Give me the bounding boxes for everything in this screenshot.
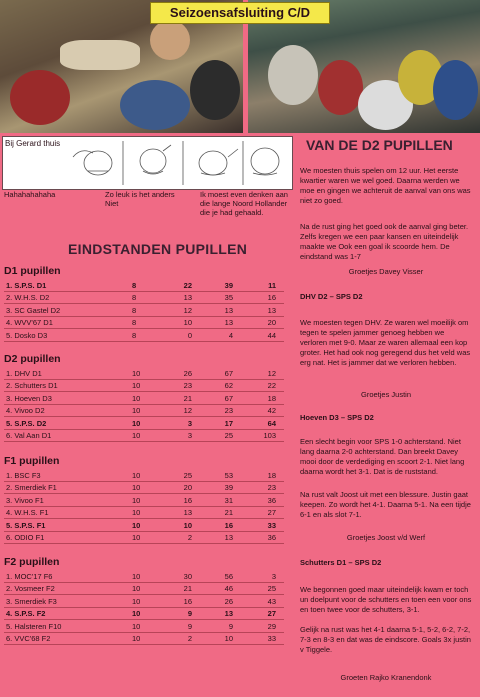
table-row bbox=[4, 633, 286, 644]
team-name: 3. SC Gastel D2 bbox=[6, 305, 61, 315]
stat-cell: 10 bbox=[183, 318, 192, 328]
stat-cell: 10 bbox=[132, 406, 141, 416]
stat-cell: 18 bbox=[267, 471, 276, 480]
stat-cell: 42 bbox=[267, 406, 276, 416]
stat-cell: 21 bbox=[183, 393, 192, 403]
stat-cell: 16 bbox=[183, 596, 192, 606]
group-title: D2 pupillen bbox=[4, 353, 61, 365]
team-name: 1. S.P.S. D1 bbox=[6, 281, 47, 290]
team-name: 3. Hoeven D3 bbox=[6, 393, 52, 403]
stat-cell: 10 bbox=[132, 381, 141, 391]
stat-cell: 23 bbox=[183, 381, 192, 391]
table-row bbox=[4, 608, 286, 619]
stat-cell: 21 bbox=[183, 584, 192, 594]
stat-cell: 16 bbox=[183, 495, 192, 505]
stat-cell: 3 bbox=[271, 572, 276, 581]
stat-cell: 10 bbox=[132, 495, 141, 505]
article-signature: Groetjes Justin bbox=[360, 390, 412, 399]
team-name: 1. MOC'17 F6 bbox=[6, 572, 53, 581]
team-name: 1. BSC F3 bbox=[6, 471, 41, 480]
table-row bbox=[4, 470, 286, 481]
stat-cell: 23 bbox=[224, 406, 233, 416]
table-row bbox=[4, 305, 286, 316]
table-row bbox=[4, 583, 286, 594]
team-name: 2. Schutters D1 bbox=[6, 381, 58, 391]
article-title: VAN DE D2 PUPILLEN bbox=[306, 137, 453, 153]
stat-cell: 27 bbox=[267, 609, 276, 619]
table-row bbox=[4, 596, 286, 607]
table-row bbox=[4, 532, 286, 543]
stat-cell: 0 bbox=[187, 330, 192, 340]
article-paragraph: We moesten thuis spelen om 12 uur. Het eerste kwartier waren we wel goed. Daarna werden we moe en gingen we achteruit de aanval van ons was niet zo goed. bbox=[300, 166, 471, 205]
table-row bbox=[4, 380, 286, 391]
stat-cell: 8 bbox=[132, 305, 137, 315]
stat-cell: 8 bbox=[132, 318, 137, 328]
stat-cell: 13 bbox=[183, 508, 192, 518]
strip-caption: Ik moest even denken aan die lange Noord Hollander die je had gehaald. bbox=[200, 190, 288, 217]
stat-cell: 2 bbox=[187, 634, 192, 643]
stat-cell: 10 bbox=[132, 471, 141, 480]
stat-cell: 25 bbox=[183, 471, 192, 480]
stat-cell: 26 bbox=[183, 369, 192, 378]
stat-cell: 9 bbox=[187, 621, 192, 631]
article-paragraph: Een slecht begin voor SPS 1-0 achterstand. Niet lang daarna 2-0 achterstand. Dan breekt Davey mooi door de verdediging en scoort 2-1. Niet lang daarna wordt het 3-1. Dat is de ruststand. bbox=[300, 437, 465, 476]
stat-cell: 16 bbox=[224, 520, 233, 530]
group-title: F1 pupillen bbox=[4, 455, 60, 467]
team-name: 2. Vosmeer F2 bbox=[6, 584, 55, 594]
stat-cell: 43 bbox=[267, 596, 276, 606]
banner-title: Seizoensafsluiting C/D bbox=[150, 2, 330, 24]
stat-cell: 17 bbox=[224, 418, 233, 428]
group-title: F2 pupillen bbox=[4, 556, 60, 568]
stat-cell: 10 bbox=[132, 431, 141, 440]
stat-cell: 56 bbox=[224, 572, 233, 581]
stat-cell: 26 bbox=[224, 596, 233, 606]
stat-cell: 44 bbox=[267, 330, 276, 340]
stat-cell: 21 bbox=[224, 508, 233, 518]
stat-cell: 53 bbox=[224, 471, 233, 480]
team-name: 4. Vivoo D2 bbox=[6, 406, 45, 416]
stat-cell: 29 bbox=[267, 621, 276, 631]
team-name: 2. W.H.S. D2 bbox=[6, 293, 50, 303]
stat-cell: 9 bbox=[187, 609, 192, 619]
stat-cell: 46 bbox=[224, 584, 233, 594]
stat-cell: 13 bbox=[224, 533, 233, 542]
article-signature: Groeten Rajko Kranendonk bbox=[340, 673, 432, 682]
stat-cell: 10 bbox=[183, 520, 192, 530]
stat-cell: 10 bbox=[224, 634, 233, 643]
article-subheading: DHV D2 – SPS D2 bbox=[300, 292, 363, 301]
table-row bbox=[4, 430, 286, 441]
team-name: 4. S.P.S. F2 bbox=[6, 609, 46, 619]
row-divider bbox=[4, 441, 284, 442]
table-row bbox=[4, 418, 286, 429]
stat-cell: 11 bbox=[268, 281, 276, 290]
stat-cell: 20 bbox=[267, 318, 276, 328]
article-paragraph: Na rust valt Joost uit met een blessure. Justin gaat keepen. Zo wordt het 4-1. Daarna 5-1. Na een tijdje 6-1 en als slot 7-1. bbox=[300, 490, 471, 519]
strip-caption: Hahahahahaha bbox=[4, 190, 56, 199]
team-name: 5. S.P.S. D2 bbox=[6, 418, 47, 428]
team-name: 5. S.P.S. F1 bbox=[6, 520, 46, 530]
stat-cell: 67 bbox=[224, 393, 233, 403]
stat-cell: 10 bbox=[132, 520, 141, 530]
stat-cell: 10 bbox=[132, 418, 141, 428]
table-row bbox=[4, 330, 286, 341]
table-row bbox=[4, 571, 286, 582]
table-row bbox=[4, 482, 286, 493]
stat-cell: 10 bbox=[132, 596, 141, 606]
row-divider bbox=[4, 341, 284, 342]
team-name: 2. Smerdiek F1 bbox=[6, 483, 57, 493]
team-name: 5. Halsteren F10 bbox=[6, 621, 62, 631]
stat-cell: 10 bbox=[132, 634, 141, 643]
stat-cell: 64 bbox=[267, 418, 276, 428]
article-paragraph: Gelijk na rust was het 4-1 daarna 5-1, 5-2, 6-2, 7-2, 7-3 en 8-3 en dat was de eindscore. Goals 3x justin v Tiggele. bbox=[300, 625, 471, 654]
stat-cell: 4 bbox=[228, 330, 233, 340]
stat-cell: 8 bbox=[132, 330, 137, 340]
stat-cell: 62 bbox=[224, 381, 233, 391]
stat-cell: 10 bbox=[132, 393, 141, 403]
stat-cell: 13 bbox=[224, 609, 233, 619]
stat-cell: 10 bbox=[132, 584, 141, 594]
stat-cell: 10 bbox=[132, 609, 141, 619]
team-name: 3. Smerdiek F3 bbox=[6, 596, 57, 606]
strip-caption: Zo leuk is het anders Niet bbox=[105, 190, 175, 208]
stat-cell: 23 bbox=[267, 483, 276, 493]
stat-cell: 27 bbox=[267, 508, 276, 518]
table-row bbox=[4, 520, 286, 531]
stat-cell: 12 bbox=[183, 406, 192, 416]
stat-cell: 39 bbox=[224, 483, 233, 493]
team-name: 6. ODIO F1 bbox=[6, 533, 45, 542]
article-paragraph: We moesten tegen DHV. Ze waren wel moeilijk om tegen te spelen jammer genoeg hebben we verloren met 9-0. Maar ze waren allemaal een kop groter. Het had ook nog geregend dus het veld was erg nat. Het is jammer dat we verloren hebben. bbox=[300, 318, 471, 367]
row-divider bbox=[4, 543, 284, 544]
article-subheading: Schutters D1 – SPS D2 bbox=[300, 558, 382, 567]
stat-cell: 3 bbox=[187, 431, 192, 440]
stat-cell: 25 bbox=[224, 431, 233, 440]
stat-cell: 10 bbox=[132, 483, 141, 493]
table-row bbox=[4, 507, 286, 518]
stat-cell: 10 bbox=[132, 508, 141, 518]
table-row bbox=[4, 368, 286, 379]
team-name: 6. VVC'68 F2 bbox=[6, 634, 51, 643]
stat-cell: 35 bbox=[224, 293, 233, 303]
stat-cell: 25 bbox=[267, 584, 276, 594]
stat-cell: 16 bbox=[267, 293, 276, 303]
stat-cell: 8 bbox=[132, 293, 137, 303]
table-row bbox=[4, 280, 286, 291]
stat-cell: 36 bbox=[267, 533, 276, 542]
stat-cell: 12 bbox=[267, 369, 276, 378]
stat-cell: 8 bbox=[132, 281, 137, 290]
stat-cell: 20 bbox=[183, 483, 192, 493]
team-name: 4. WVV'67 D1 bbox=[6, 318, 53, 328]
team-name: 6. Val Aan D1 bbox=[6, 431, 52, 440]
strip-label: Bij Gerard thuis bbox=[5, 139, 61, 148]
stat-cell: 2 bbox=[187, 533, 192, 542]
stat-cell: 10 bbox=[132, 533, 141, 542]
table-row bbox=[4, 405, 286, 416]
stat-cell: 10 bbox=[132, 621, 141, 631]
team-name: 1. DHV D1 bbox=[6, 369, 42, 378]
article-subheading: Hoeven D3 – SPS D2 bbox=[300, 413, 374, 422]
stat-cell: 103 bbox=[263, 431, 276, 440]
row-divider bbox=[4, 644, 284, 645]
stat-cell: 10 bbox=[132, 369, 141, 378]
stat-cell: 13 bbox=[183, 293, 192, 303]
stat-cell: 22 bbox=[183, 281, 192, 290]
article-paragraph: We begonnen goed maar uiteindelijk kwam er toch un doelpunt voor de schutters en toen een voor ons en toen twee voor de schutters, 3-1. bbox=[300, 585, 472, 614]
table-row bbox=[4, 621, 286, 632]
table-row bbox=[4, 393, 286, 404]
standings-title: EINDSTANDEN PUPILLEN bbox=[68, 241, 248, 257]
stat-cell: 13 bbox=[267, 305, 276, 315]
stat-cell: 3 bbox=[187, 418, 192, 428]
stat-cell: 10 bbox=[132, 572, 141, 581]
stat-cell: 13 bbox=[224, 305, 233, 315]
stat-cell: 36 bbox=[267, 495, 276, 505]
article-signature: Groetjes Joost v/d Werf bbox=[346, 533, 426, 542]
stat-cell: 67 bbox=[224, 369, 233, 378]
table-row bbox=[4, 495, 286, 506]
stat-cell: 30 bbox=[183, 572, 192, 581]
table-row bbox=[4, 317, 286, 328]
stat-cell: 13 bbox=[224, 318, 233, 328]
article-paragraph: Na de rust ging het goed ook de aanval ging beter. Zelfs kregen we een paar kansen en uiteindelijk maakte we Ook een goal ik scoorde hem. De eindstand was 1-7 bbox=[300, 222, 469, 261]
stat-cell: 12 bbox=[183, 305, 192, 315]
stat-cell: 9 bbox=[228, 621, 233, 631]
article-signature: Groetjes Davey Visser bbox=[348, 267, 424, 276]
team-name: 5. Dosko D3 bbox=[6, 330, 48, 340]
team-name: 4. W.H.S. F1 bbox=[6, 508, 49, 518]
stat-cell: 31 bbox=[224, 495, 233, 505]
stat-cell: 33 bbox=[267, 634, 276, 643]
stat-cell: 22 bbox=[267, 381, 276, 391]
stat-cell: 18 bbox=[267, 393, 276, 403]
team-name: 3. Vivoo F1 bbox=[6, 495, 44, 505]
stat-cell: 33 bbox=[267, 520, 276, 530]
group-title: D1 pupillen bbox=[4, 265, 61, 277]
table-row bbox=[4, 292, 286, 303]
stat-cell: 39 bbox=[224, 281, 233, 290]
